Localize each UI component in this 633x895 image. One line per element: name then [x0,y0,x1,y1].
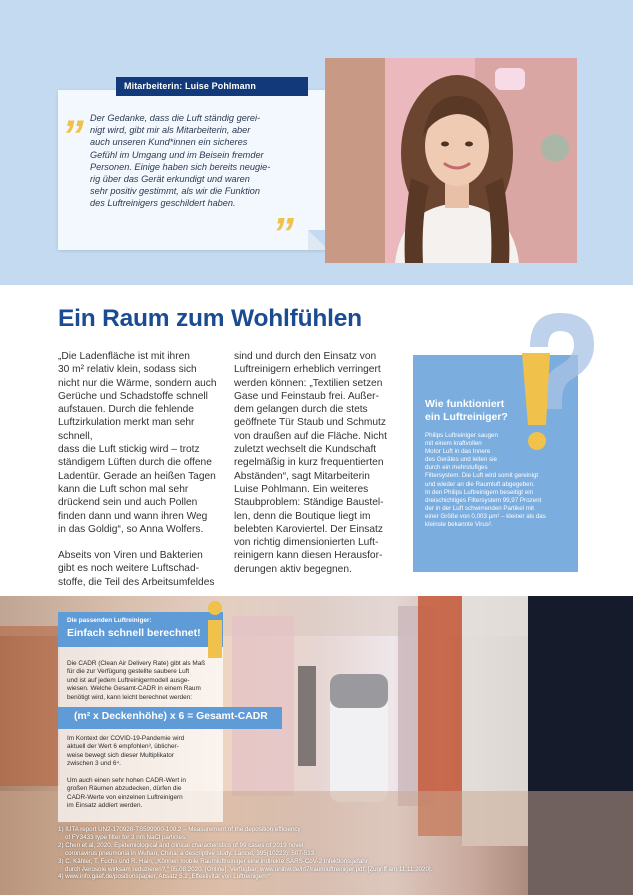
footnote-line: 1) IUTA report UN2-170928-TS599900-100.2 – Measurement of the deposition efficiency [58,826,301,833]
calc-line: Im Kontext der COVID-19-Pandemie wird [67,735,185,742]
text-line: Abständen“, sagt Mitarbeiterin [234,470,370,482]
article-column-1 [58,350,226,602]
text-line: Luftzirkulation merkt man sehr schnell, [58,417,195,442]
calc-line: für die zur Verfügung gestellte saubere Luft [67,668,190,676]
text-line: stoffe, die Teil des Arbeitsumfeldes [58,576,215,588]
text-line: gibt es noch weitere Luftschad- [58,563,200,575]
info-line: Filtersystem. Die Luft wird somit gereinigt [425,472,539,480]
calculator-intro [67,660,217,702]
text-line: Gase und Feinstaub frei. Außer- [234,390,379,402]
info-box-title [425,398,565,424]
quote-line: auch unseren Kund*innen ein sicheres [90,137,248,148]
info-title-line: ein Luftreiniger? [425,411,508,423]
footnote-line: 3) C. Kähler, T. Fuchs und R. Hain, „Können mobile Raumluftreiniger eine indirekte SARS-CoV-2 Infektionsgefahr [58,857,368,865]
info-line: mit einem kraftvollen [425,440,482,448]
footnotes [58,826,578,881]
quote-line: nigt wird, gibt mir als Mitarbeiterin, aber [90,125,251,136]
footnote-line: durch Aerosole wirksam reduzieren?,“ 05.08.2020. [Online]. Verfügbar: www.unibw.de/lrt7/raumluftreiniger.pdf. [Zugriff am 11.11.2020]. [65,865,433,873]
calc-line: im Einsatz addiert werden. [67,802,143,810]
quote-line: Der Gedanke, dass die Luft ständig gerei- [90,113,261,123]
calculator-subtitle: Die passenden Luftreiniger: [67,617,152,624]
cadr-formula: (m² x Deckenhöhe) x 6 = Gesamt-CADR [74,711,268,722]
text-line: len, denn die Boutique liegt im [234,510,371,522]
info-line: der in der Luft schwirrenden Partikel mit [425,504,535,512]
article-title: Ein Raum zum Wohlfühlen [58,305,362,332]
calc-line: Um auch einen sehr hohen CADR-Wert in [67,777,186,784]
text-line: nicht nur die Wärme, sondern auch [58,377,217,389]
text-line: geöffnete Tür Staub und Schmutz [234,417,386,429]
calc-line: benötigt wird, kann leicht berechnet werden: [67,693,193,701]
text-line: von draußen auf die Fläche. Nicht [234,430,387,442]
info-line: und wieder an die Raumluft abgegeben. [425,480,535,488]
info-line: Motor Luft in das Innere [425,448,491,456]
text-line: Luftreinigern erheblich verringert [234,364,381,376]
info-line: des Gerätes und leiten sie [425,456,497,464]
text-line: derungen aktiv begegnen. [234,563,352,575]
text-line: dass die Luft stickig wird – trotz [58,444,200,456]
text-line: drückend sein und auch Pollen [58,497,198,509]
text-line: Abseits von Viren und Bakterien [58,550,203,562]
quote-line: des Luftreinigers geschildert haben. [90,198,236,209]
article-paragraph [58,549,226,589]
calc-line: Die CADR (Clean Air Delivery Rate) gibt als Maß [67,660,206,667]
article-column-2 [234,350,404,589]
info-line: dreischichtiges Filtersystem 99,97 Prozent [425,496,542,504]
info-i-icon [200,600,230,660]
calc-line: wiesen. Welche Gesamt-CADR in einem Raum [67,685,201,693]
info-line: In den Philips Luftreinigern beseitigt ein [425,488,534,496]
text-line: kann die Luft schon mal sehr [58,483,189,495]
quote-line: Gefühl im Umgang und im Beisein fremder [90,149,264,160]
text-line: 30 m² relativ klein, sodass sich [58,364,197,376]
employee-name-tag: Mitarbeiterin: Luise Pohlmann [116,77,308,96]
text-line: regelmäßig in kurz frequentierten [234,457,384,469]
testimonial-quote [90,112,305,210]
calculator-addition-note [67,777,217,811]
text-line: „Die Ladenfläche ist mit ihren [58,351,190,362]
text-line: Ladentür. Gerade an heißen Tagen [58,470,216,482]
info-box-text [425,432,570,529]
quote-line: Personen. Einige haben sich bereits neugie- [90,161,271,172]
calculator-title: Einfach schnell berechnet! [67,627,201,639]
closing-quote-mark-icon: ” [272,209,294,258]
employee-portrait-photo [325,58,577,263]
text-line: Gerüche und Schadstoffe schnell [58,390,208,402]
quote-line: rig über das Gerät erkundigt und waren [90,174,250,185]
footnote-line: coronavirus pneumonia in Wuhan, China: a descriptive study. Lancet, 395(10223): 507-513. [65,849,316,857]
text-line: ständigem Lüften durch die offene [58,457,212,469]
footnote-line: 4) www.info.gaef.de/positionspapier, Absatz 5.2 „Effektivität von Luftreinigern“ [58,873,270,881]
text-line: aufstauen. Durch die fehlende [58,404,194,416]
info-line: kleinste bekannte Virus². [425,521,493,529]
text-line: werden können: „Textilien setzen [234,377,383,389]
text-line: dem gelangen durch die stets [234,404,368,416]
calculator-covid-note [67,735,217,769]
text-line: finden dann und wann ihren Weg [58,510,208,522]
info-line: Philips Luftreiniger saugen [425,432,498,439]
article-paragraph [58,350,226,536]
text-line: Staubproblem: Ständige Baustel- [234,497,384,509]
calc-line: und ist auf jedem Luftreinigermodell ausge- [67,676,190,684]
calc-line: zwischen 3 und 6⁴. [67,760,121,768]
text-line: reinigern kann diesen Herausfor- [234,550,383,562]
text-line: sind und durch den Einsatz von [234,351,377,362]
footnote-line: 2) Chen et al, 2020. Epidemiological and clinical characteristics of 99 cases of 2019 novel [58,841,304,849]
portrait-illustration [325,58,577,263]
text-line: Luise Pohlmann. Ein weiteres [234,483,369,495]
info-line: einer Größe von 0,003 µm¹ – kleiner als das [425,512,546,520]
article-paragraph [234,350,404,576]
footnote-line: of FY3433 type filter for 3 nm NaCl particles. [65,833,187,841]
text-line: in das Goldig“, so Anna Wolfers. [58,523,204,535]
calc-line: weise bewegt sich dieser Multiplikator [67,751,174,759]
info-title-line: Wie funktioniert [425,398,505,410]
calc-line: großen Räumen abzudecken, dürfen die [67,785,182,793]
quote-line: sehr positiv gestimmt, als wir die Funktion [90,186,261,197]
calc-line: CADR-Werte von einzelnen Luftreinigern [67,793,183,801]
text-line: zuletzt wechselt die Kundschaft [234,444,377,456]
info-line: durch ein mehrstufiges [425,464,488,472]
opening-quote-mark-icon: „ [66,87,88,136]
text-line: belebten Karoviertel. Der Einsatz [234,523,383,535]
calc-line: aktuell der Wert 6 empfohlen³, üblicher- [67,743,179,751]
text-line: von richtig dimensionierten Luft- [234,537,379,549]
